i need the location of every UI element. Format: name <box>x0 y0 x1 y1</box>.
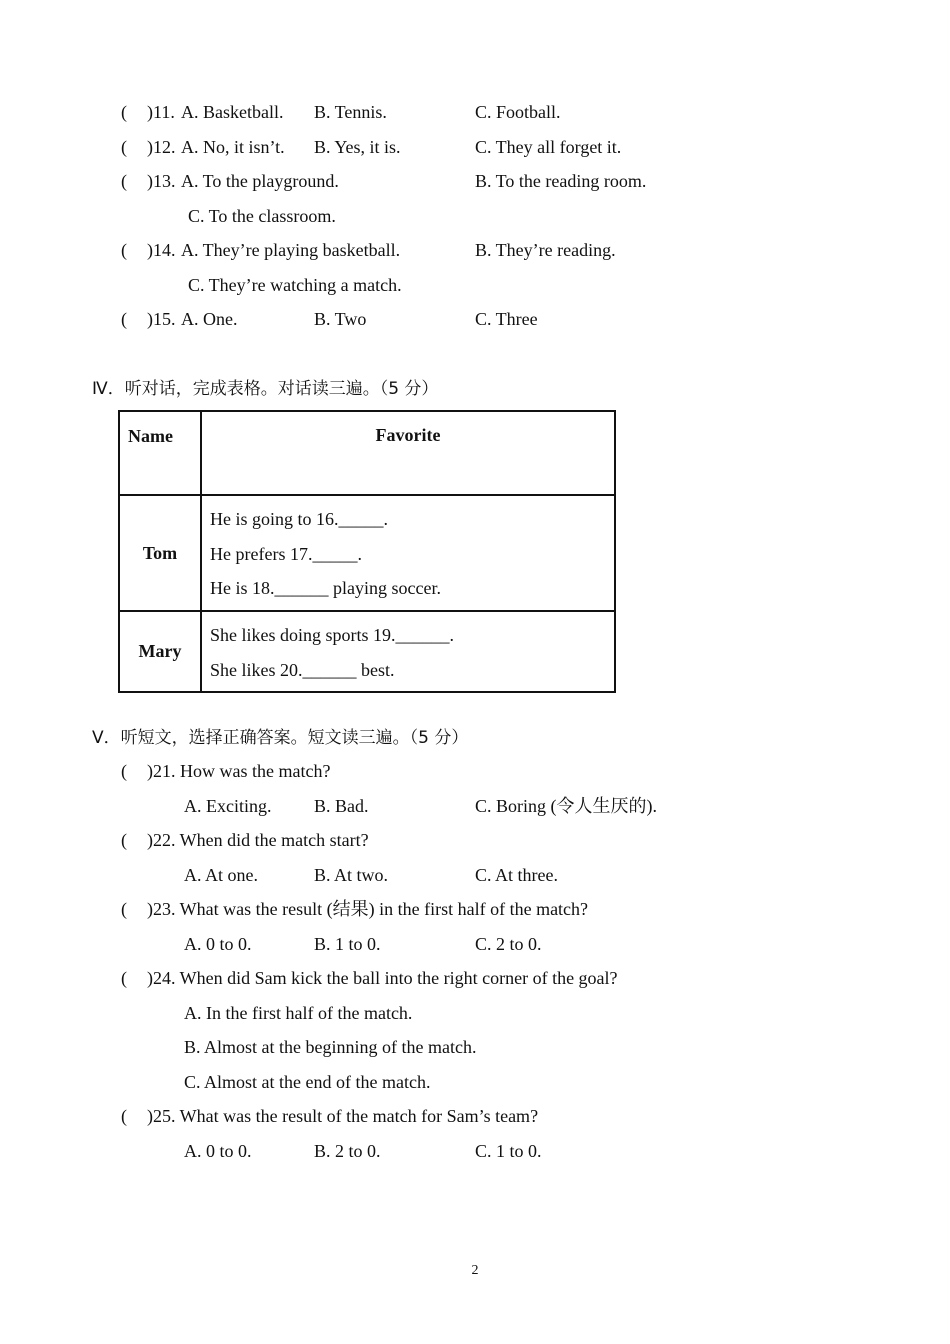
question-21-option-a: A. Exciting. <box>184 796 272 816</box>
table-header-row <box>119 411 615 495</box>
header-favorite: Favorite <box>201 411 615 495</box>
answer-paren-24: ( <box>121 968 127 988</box>
question-24-option-b: B. Almost at the beginning of the match. <box>184 1037 477 1057</box>
question-22-text: )22. When did the match start? <box>147 830 369 850</box>
question-12-option-c: C. They all forget it. <box>475 137 622 157</box>
question-14-option-a: A. They’re playing basketball. <box>181 240 401 260</box>
answer-paren-23: ( <box>121 899 127 919</box>
row-details-mary <box>201 611 615 692</box>
blank-line-20: She likes 20.______ best. <box>210 659 395 680</box>
question-22-option-b: B. At two. <box>314 865 389 885</box>
question-21-text: )21. How was the match? <box>147 761 331 781</box>
answer-paren-14: ( <box>121 240 127 260</box>
question-22-option-c: C. At three. <box>475 865 558 885</box>
question-15-number: )15. <box>147 309 176 329</box>
blank-line-18: He is 18.______ playing soccer. <box>210 578 441 598</box>
question-21-option-b: B. Bad. <box>314 796 369 816</box>
answer-paren-12: ( <box>121 137 127 157</box>
header-name: Name <box>119 411 201 495</box>
question-25-option-b: B. 2 to 0. <box>314 1141 381 1161</box>
question-13-number: )13. <box>147 171 176 191</box>
question-11-option-c: C. Football. <box>475 102 561 122</box>
answer-paren-22: ( <box>121 830 127 850</box>
blank-line-16: He is going to 16._____. <box>210 509 388 529</box>
section-4-heading: Ⅳ．听对话，完成表格。对话读三遍。（5 分） <box>92 379 439 399</box>
question-23-option-c: C. 2 to 0. <box>475 934 542 954</box>
question-15-option-c: C. Three <box>475 309 538 329</box>
blank-line-19: She likes doing sports 19.______. <box>210 625 455 645</box>
question-13-option-a: A. To the playground. <box>181 171 339 191</box>
question-22-option-a: A. At one. <box>184 865 258 885</box>
question-12-option-a: A. No, it isn’t. <box>181 137 285 157</box>
row-name-mary: Mary <box>119 611 201 692</box>
question-15-option-b: B. Two <box>314 309 367 329</box>
favorites-table <box>118 410 616 693</box>
answer-paren-21: ( <box>121 761 127 781</box>
question-23-text: )23. What was the result (结果) in the first half of the match? <box>147 899 589 919</box>
question-14-number: )14. <box>147 240 176 260</box>
question-24-text: )24. When did Sam kick the ball into the right corner of the goal? <box>147 968 618 988</box>
answer-paren-15: ( <box>121 309 127 329</box>
question-24-option-a: A. In the first half of the match. <box>184 1003 413 1023</box>
question-15-option-a: A. One. <box>181 309 238 329</box>
question-14-option-b: B. They’re reading. <box>475 240 616 260</box>
question-24-option-c: C. Almost at the end of the match. <box>184 1072 431 1092</box>
table-row-tom <box>119 495 615 611</box>
answer-paren-25: ( <box>121 1106 127 1126</box>
question-11-option-b: B. Tennis. <box>314 102 387 122</box>
page-number: 2 <box>471 1263 479 1278</box>
row-details-tom <box>201 495 615 611</box>
blank-line-17: He prefers 17._____. <box>210 543 362 564</box>
answer-paren-11: ( <box>121 102 127 122</box>
question-25-option-c: C. 1 to 0. <box>475 1141 542 1161</box>
question-25-option-a: A. 0 to 0. <box>184 1141 252 1161</box>
section-5-heading: Ⅴ．听短文，选择正确答案。短文读三遍。（5 分） <box>92 728 469 748</box>
question-25-text: )25. What was the result of the match for Sam’s team? <box>147 1106 539 1126</box>
question-21-option-c: C. Boring (令人生厌的). <box>475 796 657 816</box>
table-row-mary <box>119 611 615 692</box>
question-13-option-b: B. To the reading room. <box>475 171 647 191</box>
answer-paren-13: ( <box>121 171 127 191</box>
question-23-option-b: B. 1 to 0. <box>314 934 381 954</box>
question-23-option-a: A. 0 to 0. <box>184 934 252 954</box>
question-12-number: )12. <box>147 137 176 157</box>
question-14-option-c: C. They’re watching a match. <box>188 275 402 295</box>
row-name-tom: Tom <box>119 495 201 611</box>
question-13-option-c: C. To the classroom. <box>188 206 336 226</box>
question-11-option-a: A. Basketball. <box>181 102 284 122</box>
question-11-number: )11. <box>147 102 175 122</box>
question-12-option-b: B. Yes, it is. <box>314 137 401 157</box>
